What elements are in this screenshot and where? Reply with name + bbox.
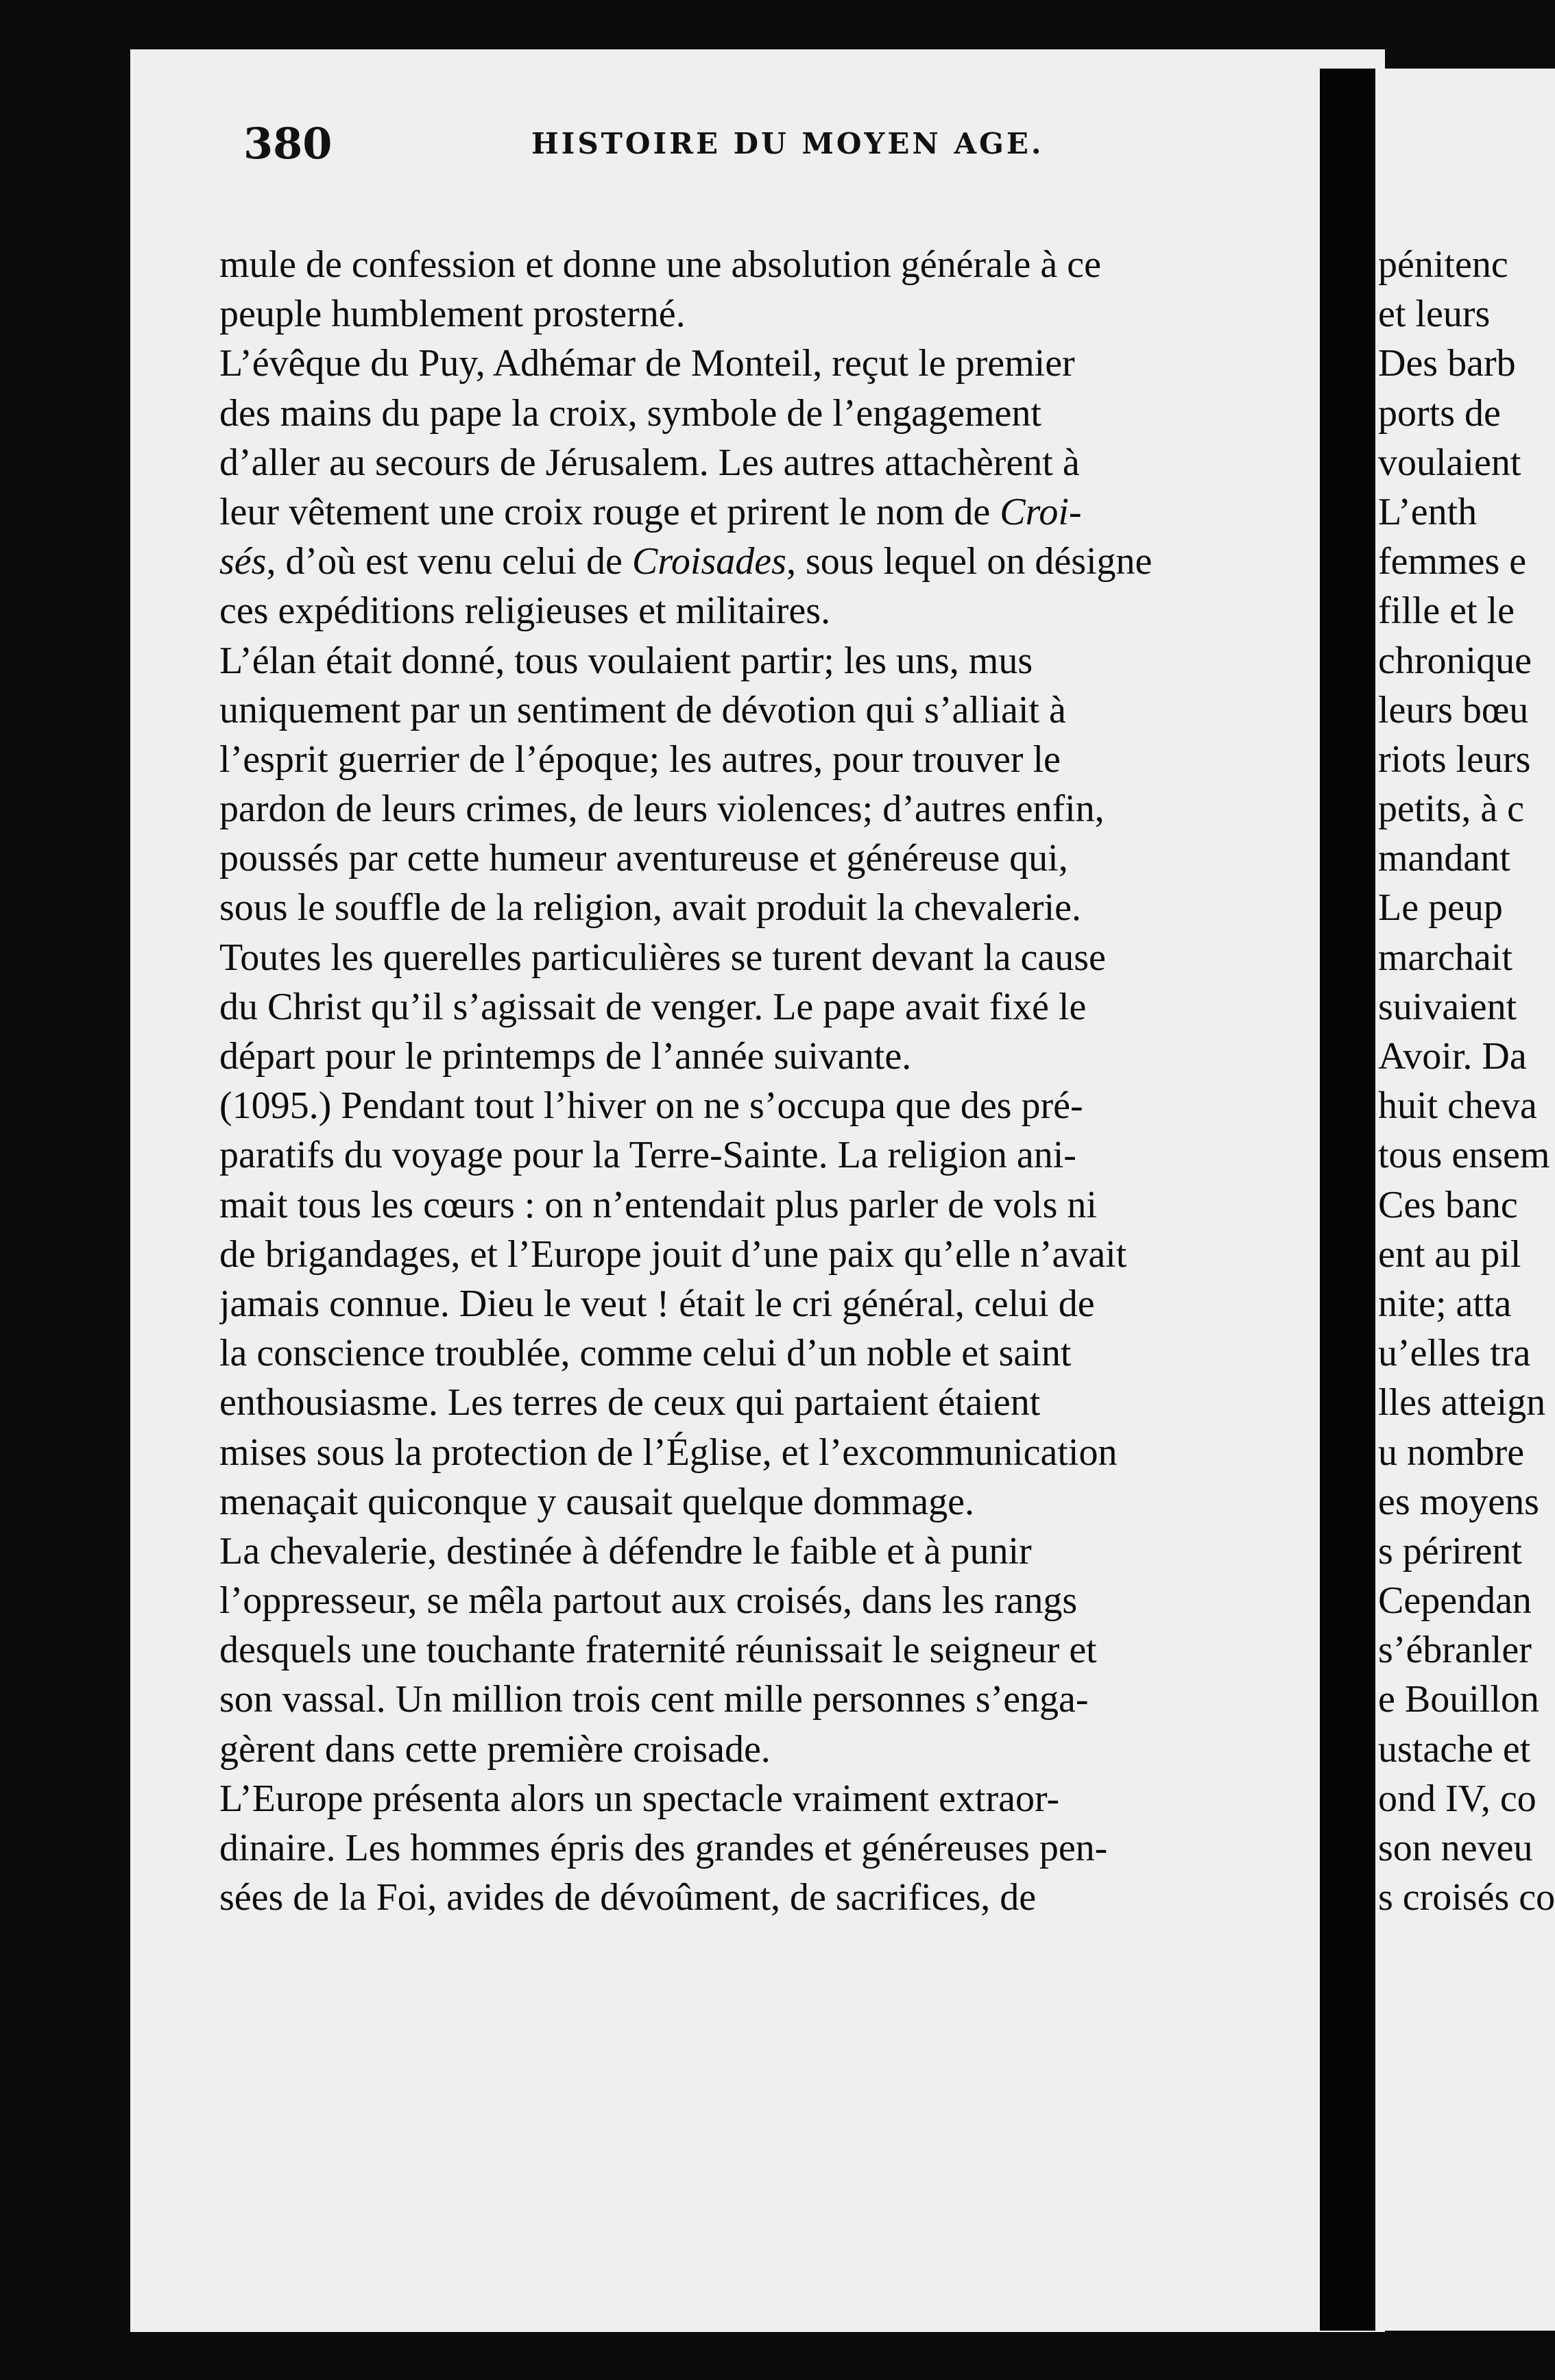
text-line: jamais connue. Dieu le veut ! était le cri général, celui de xyxy=(219,1282,1095,1325)
running-head xyxy=(243,113,1258,182)
right-text-line: u’elles tra xyxy=(1378,1332,1531,1375)
right-text-line: s périrent xyxy=(1378,1529,1522,1572)
text-line: mule de confession et donne une absolution générale à ce xyxy=(219,243,1101,286)
right-text-line: ent au pil xyxy=(1378,1232,1521,1276)
right-text-line: ond IV, co xyxy=(1378,1777,1536,1820)
right-text-line: suivaient xyxy=(1378,985,1517,1028)
text-line: son vassal. Un million trois cent mille personnes s’enga- xyxy=(219,1678,1089,1721)
text-line: sés, d’où est venu celui de Croisades, sous lequel on désigne xyxy=(219,540,1153,583)
text-line: gèrent dans cette première croisade. xyxy=(219,1727,771,1771)
text-line: (1095.) Pendant tout l’hiver on ne s’occupa que des pré- xyxy=(219,1084,1083,1128)
right-text-line: chronique xyxy=(1378,639,1532,682)
right-text-line: riots leurs xyxy=(1378,738,1531,781)
text-line: l’esprit guerrier de l’époque; les autres, pour trouver le xyxy=(219,738,1061,781)
right-text-line: et leurs xyxy=(1378,293,1491,336)
right-text-line: nite; atta xyxy=(1378,1282,1512,1325)
right-text-line: Des barb xyxy=(1378,342,1516,385)
right-text-line: leurs bœu xyxy=(1378,688,1529,731)
text-line: L’Europe présenta alors un spectacle vraiment extraor- xyxy=(219,1777,1060,1820)
right-text-line: e Bouillon xyxy=(1378,1678,1539,1721)
right-text-line: tous ensem xyxy=(1378,1134,1550,1177)
text-line: mises sous la protection de l’Église, et l’excommunication xyxy=(219,1431,1118,1474)
text-line: L’élan était donné, tous voulaient partir; les uns, mus xyxy=(219,639,1033,682)
text-line: de brigandages, et l’Europe jouit d’une paix qu’elle n’avait xyxy=(219,1232,1127,1276)
right-text-line: Cependan xyxy=(1378,1579,1532,1623)
running-head-title: HISTOIRE DU MOYEN AGE. xyxy=(531,127,1044,160)
text-line: du Christ qu’il s’agissait de venger. Le pape avait fixé le xyxy=(219,985,1087,1028)
right-page-text xyxy=(1378,240,1555,1922)
text-line: des mains du pape la croix, symbole de l’engagement xyxy=(219,391,1041,435)
text-line: dinaire. Les hommes épris des grandes et généreuses pen- xyxy=(219,1827,1108,1869)
right-text-line: Le peup xyxy=(1378,886,1503,930)
right-text-line: mandant xyxy=(1378,837,1510,880)
right-text-line: u nombre xyxy=(1378,1431,1525,1474)
page-number: 380 xyxy=(243,119,333,169)
text-line: mait tous les cœurs : on n’entendait plus parler de vols ni xyxy=(219,1183,1097,1226)
right-text-line: es moyens xyxy=(1378,1480,1539,1523)
right-text-line: pénitenc xyxy=(1378,243,1508,286)
text-line: peuple humblement prosterné. xyxy=(219,293,686,336)
text-line: pardon de leurs crimes, de leurs violences; d’autres enfin, xyxy=(219,788,1105,831)
right-text-line: femmes e xyxy=(1378,540,1527,583)
text-line: enthousiasme. Les terres de ceux qui partaient étaient xyxy=(219,1381,1041,1424)
right-text-line: L’enth xyxy=(1378,490,1478,533)
right-text-line: Avoir. Da xyxy=(1378,1035,1527,1078)
right-text-line: huit cheva xyxy=(1378,1084,1537,1128)
right-text-line: lles atteign xyxy=(1378,1381,1546,1424)
text-line: départ pour le printemps de l’année suivante. xyxy=(219,1035,912,1078)
text-line: La chevalerie, destinée à défendre le faible et à punir xyxy=(219,1529,1032,1572)
text-line: d’aller au secours de Jérusalem. Les autres attachèrent à xyxy=(219,441,1080,484)
left-page-text xyxy=(219,240,1330,1922)
right-text-line: s’ébranler xyxy=(1378,1629,1532,1672)
right-text-line: voulaient xyxy=(1378,441,1521,484)
text-line: la conscience troublée, comme celui d’un noble et saint xyxy=(219,1332,1072,1375)
text-line: leur vêtement une croix rouge et prirent le nom de Croi- xyxy=(219,490,1082,533)
right-text-line: s croisés co xyxy=(1378,1876,1555,1919)
text-line: sous le souffle de la religion, avait produit la chevalerie. xyxy=(219,886,1081,930)
right-text-line: marchait xyxy=(1378,936,1512,979)
text-line: poussés par cette humeur aventureuse et généreuse qui, xyxy=(219,837,1068,880)
text-line: menaçait quiconque y causait quelque dommage. xyxy=(219,1480,974,1523)
text-line: ces expéditions religieuses et militaires. xyxy=(219,590,831,633)
text-line: uniquement par un sentiment de dévotion qui s’alliait à xyxy=(219,688,1066,731)
text-line: sées de la Foi, avides de dévoûment, de sacrifices, de xyxy=(219,1876,1037,1919)
right-text-line: son neveu xyxy=(1378,1827,1533,1869)
right-text-line: ports de xyxy=(1378,391,1501,435)
text-line: desquels une touchante fraternité réunissait le seigneur et xyxy=(219,1629,1097,1672)
text-line: paratifs du voyage pour la Terre-Sainte. La religion ani- xyxy=(219,1134,1076,1177)
right-text-line: fille et le xyxy=(1378,590,1515,633)
text-line: Toutes les querelles particulières se turent devant la cause xyxy=(219,936,1106,979)
right-text-line: petits, à c xyxy=(1378,788,1525,831)
right-text-line: ustache et xyxy=(1378,1727,1531,1771)
text-line: l’oppresseur, se mêla partout aux croisés, dans les rangs xyxy=(219,1579,1078,1623)
right-text-line: Ces banc xyxy=(1378,1183,1518,1226)
text-line: L’évêque du Puy, Adhémar de Monteil, reçut le premier xyxy=(219,342,1075,385)
